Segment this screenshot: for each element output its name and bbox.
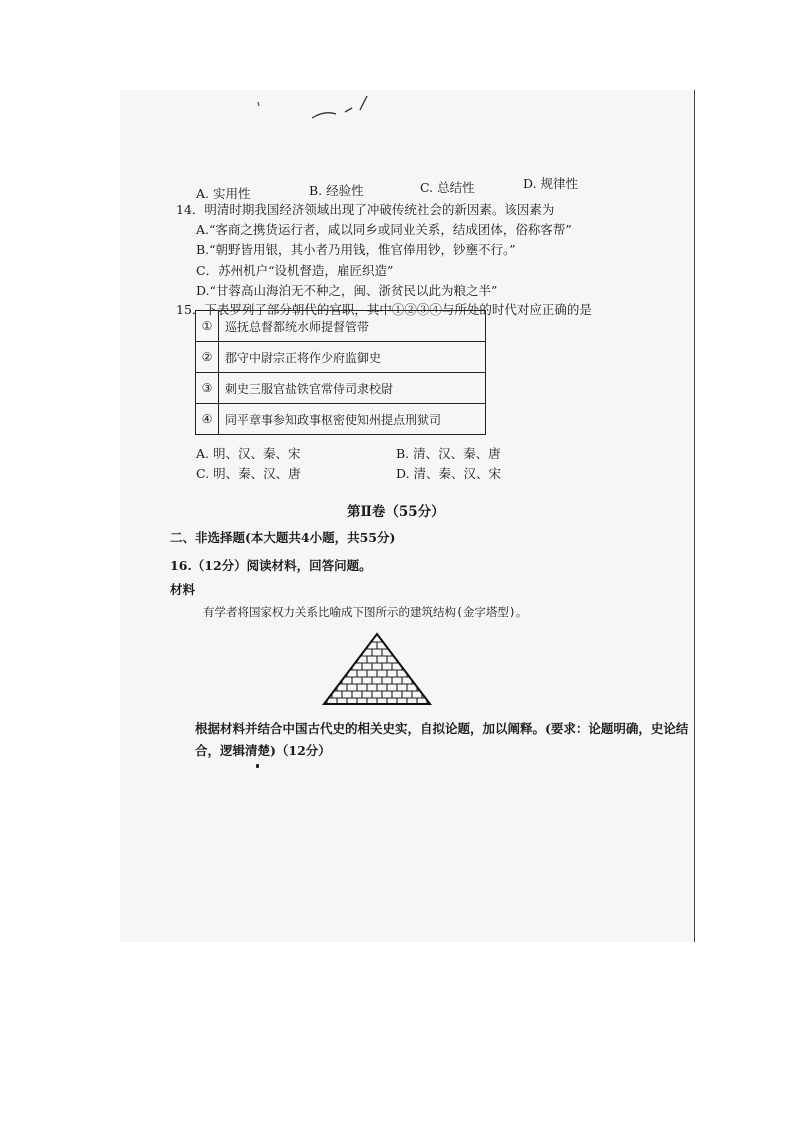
row-text: 巡抚总督都统水师提督管带 [219,311,486,342]
q15-option-b: B. 清、汉、秦、唐 [396,446,501,461]
table-row [196,373,486,404]
table-row [196,311,486,342]
q14-option-b: B.“朝野皆用银，其小者乃用钱，惟官俸用钞，钞壅不行。” [196,242,516,257]
q14-option-d: D.“甘蓉高山海泊无不种之，闽、浙贫民以此为粮之半” [196,283,498,298]
pen-scrawl [250,90,380,130]
part2-title: 第Ⅱ卷（55分） [347,504,445,520]
material-text: 有学者将国家权力关系比喻成下图所示的建筑结构(金字塔型)。 [203,605,528,619]
q14-stem: 14．明清时期我国经济领域出现了冲破传统社会的新因素。该因素为 [176,202,555,217]
row-number: ④ [196,404,219,435]
part2-section-heading: 二、非选择题(本大题共4小题，共55分) [170,530,396,545]
q15-official-table [195,310,486,435]
row-number: ① [196,311,219,342]
q15-stem: 15．下表罗列了部分朝代的官职，其中①②③④与所处的时代对应正确的是 [176,302,592,317]
material-label: 材料 [170,582,196,597]
table-row [196,404,486,435]
row-number: ② [196,342,219,373]
q14-option-c: C．苏州机户“设机督造，雇匠织造” [196,263,394,278]
q16-stem: 16.（12分）阅读材料，回答问题。 [170,558,372,573]
row-text: 刺史三服官盐铁官常侍司隶校尉 [219,373,486,404]
pyramid-image [322,632,432,706]
q15-option-c: C. 明、秦、汉、唐 [196,466,301,481]
q13-option-b: B. 经验性 [309,183,364,198]
row-number: ③ [196,373,219,404]
q16-instruction: 根据材料并结合中国古代史的相关史实，自拟论题，加以阐释。(要求：论题明确，史论结合，逻辑清楚)（12分） [195,721,689,758]
row-text: 郡守中尉宗正将作少府监御史 [219,342,486,373]
q13-option-d: D. 规律性 [523,176,579,191]
q13-option-a: A. 实用性 [196,186,251,201]
table-row [196,342,486,373]
row-text: 同平章事参知政事枢密使知州提点刑狱司 [219,404,486,435]
q15-option-d: D. 清、秦、汉、宋 [396,466,502,481]
q13-option-c: C. 总结性 [420,180,475,195]
q14-option-a: A.“客商之携货运行者，咸以同乡或同业关系，结成团体，俗称客帮” [196,222,572,237]
q15-option-a: A. 明、汉、秦、宋 [196,446,301,461]
ink-mark [256,764,259,768]
